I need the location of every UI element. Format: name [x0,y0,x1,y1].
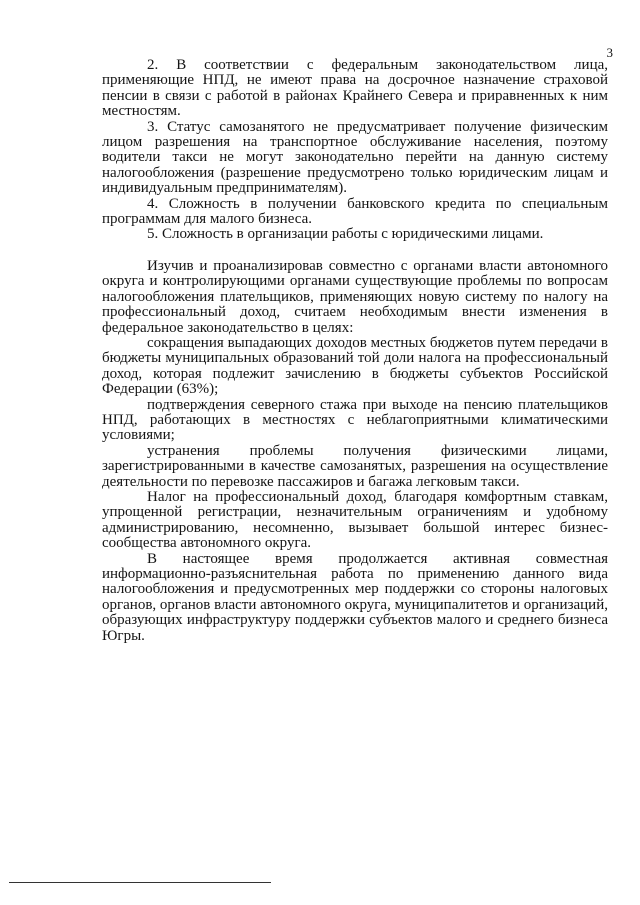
paragraph-tax-interest: Налог на профессиональный доход, благодаря комфортным ставкам, упрощенной регистрации, незначительным ограничениям и удобному администрированию, несомненно, вызывает большой интерес бизнес-сообщества автономного округа. [102,488,608,552]
paragraph-goal-taxi-permit: устранения проблемы получения физическими лицами, зарегистрированными в качестве самозанятых, разрешения на осуществление деятельности по перевозке пассажиров и багажа легковым такси. [102,442,608,490]
paragraph-item-3: 3. Статус самозанятого не предусматривает получение физическим лицом разрешения на транспортное обслуживание населения, поэтому водители такси не могут законодательно перейти на данную систему налогообложения (разрешение предусмотрено только юридическим лицам и индивидуальным предпринимателям). [102,118,608,197]
paragraph-spacer [102,243,608,259]
paragraph-goal-budget: сокращения выпадающих доходов местных бюджетов путем передачи в бюджеты муниципальных образований той доли налога на профессиональный доход, которая подлежит зачислению в бюджеты субъектов Российской Федерации (63%); [102,334,608,398]
document-body [102,58,608,644]
paragraph-analysis-intro: Изучив и проанализировав совместно с органами власти автономного округа и контролирующими органами существующие проблемы по вопросам налогообложения плательщиков, применяющих новую систему по налогу на профессиональный доход, считаем необходимым внести изменения в федеральное законодательство в целях: [102,257,608,336]
paragraph-goal-northern-service: подтверждения северного стажа при выходе на пенсию плательщиков НПД, работающих в местностях с неблагоприятными климатическими условиями; [102,396,608,444]
paragraph-item-4: 4. Сложность в получении банковского кредита по специальным программам для малого бизнеса. [102,195,608,228]
page-number: 3 [606,45,613,60]
footer-rule [9,882,271,883]
paragraph-item-5: 5. Сложность в организации работы с юридическими лицами. [147,226,544,243]
paragraph-item-2: 2. В соответствии с федеральным законодательством лица, применяющие НПД, не имеют права на досрочное назначение страховой пенсии в связи с работой в районах Крайнего Севера и приравненных к ним местностям. [102,57,608,120]
paragraph-outreach-work: В настоящее время продолжается активная совместная информационно-разъяснительная работа по применению данного вида налогообложения и предусмотренных мер поддержки со стороны налоговых органов, органов власти автономного округа, муниципалитетов и организаций, образующих инфраструктуру поддержки субъектов малого и среднего бизнеса Югры. [102,550,608,644]
